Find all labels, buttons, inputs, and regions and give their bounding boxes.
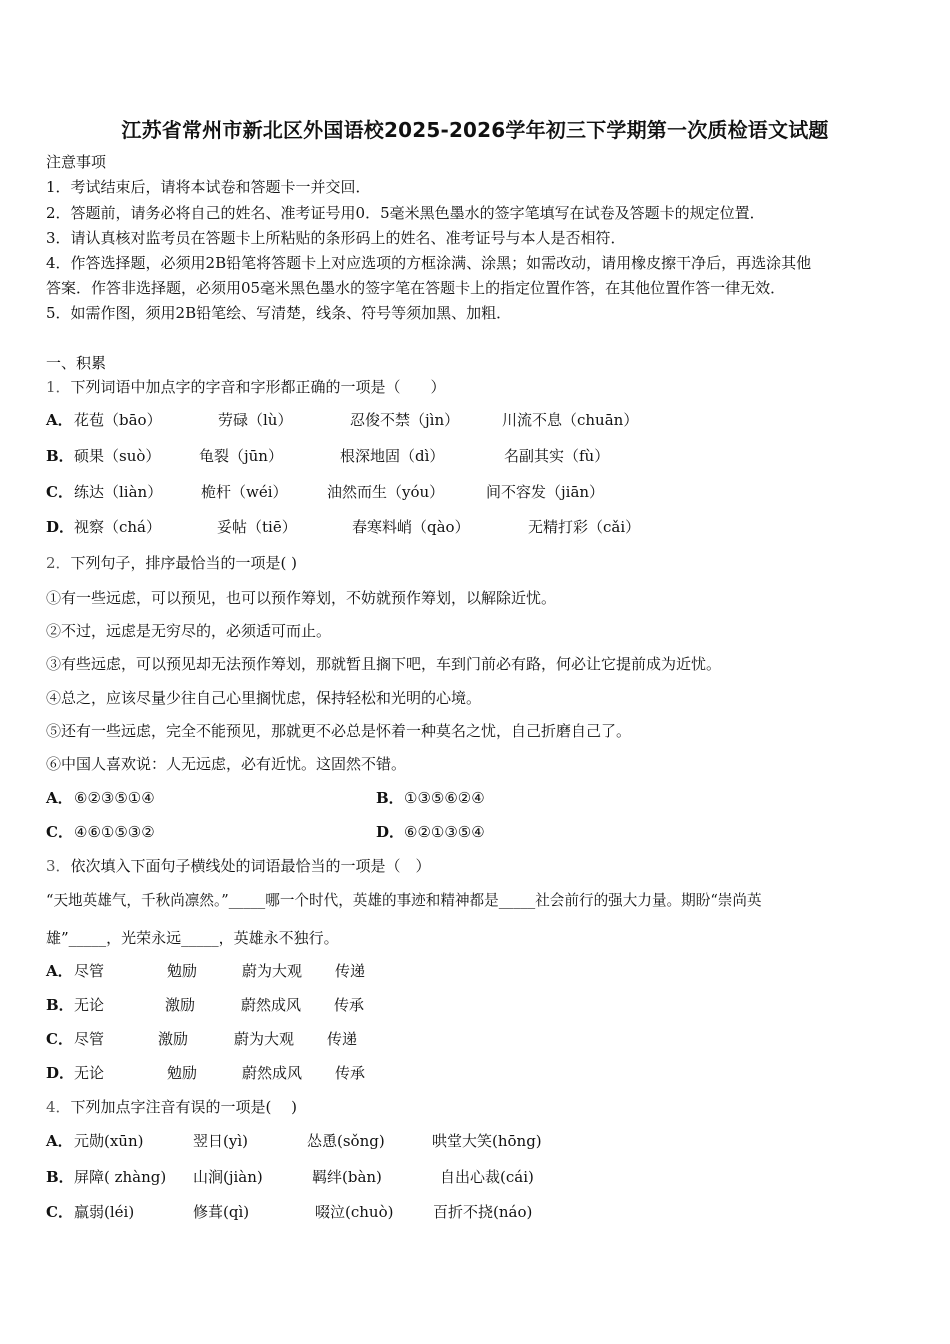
- sentence: ③有些远虑，可以预见却无法预作筹划，那就暂且搁下吧，车到门前必有路，何必让它提前成为近忧。: [46, 655, 722, 673]
- option-item: 激励: [165, 996, 196, 1014]
- option-item: 哄堂大笑(hōng): [432, 1132, 542, 1150]
- option-item: 百折不挠(náo): [433, 1203, 533, 1221]
- option-item: 羸弱(léi): [74, 1203, 135, 1221]
- option-item: 传递: [335, 962, 366, 980]
- option-item: 翌日(yì): [193, 1132, 248, 1150]
- option-item: 修葺(qì): [193, 1203, 250, 1221]
- question-4-stem: [46, 1097, 297, 1117]
- question-1-stem: [46, 377, 446, 397]
- option-item: 啜泣(chuò): [315, 1203, 394, 1221]
- option-label: C．: [46, 1203, 73, 1221]
- option-item: 元勋(xūn): [74, 1132, 144, 1150]
- passage-line: “天地英雄气，千秋尚凛然。”_____哪一个时代，英雄的事迹和精神都是_____社会前行的强大力量。期盼“崇尚英: [46, 892, 762, 909]
- page-title: 江苏省常州市新北区外国语校2025-2026学年初三下学期第一次质检语文试题: [121, 118, 829, 142]
- option-item: 练达（liàn）: [74, 483, 163, 501]
- question-number: 4．: [46, 1098, 71, 1116]
- option-label: C．: [46, 483, 73, 501]
- option-item: 传承: [334, 996, 365, 1014]
- option-item: 勉励: [167, 962, 198, 980]
- question-text: 依次填入下面句子横线处的词语最恰当的一项是（ ）: [70, 857, 431, 875]
- option-item: 无精打彩（cǎi）: [528, 518, 641, 536]
- option-item: 硕果（suò）: [74, 447, 161, 465]
- passage-line: 雄”_____，光荣永远_____，英雄永不独行。: [46, 929, 339, 947]
- option-label: C．: [46, 1030, 73, 1048]
- notice-item: 3．请认真核对监考员在答题卡上所粘贴的条形码上的姓名、准考证号与本人是否相符．: [46, 229, 626, 247]
- option-label: B．: [46, 1168, 74, 1186]
- option-item: 桅杆（wéi）: [201, 483, 288, 501]
- option-text: ⑥②①③⑤④: [404, 823, 485, 841]
- option-label: B．: [46, 447, 74, 465]
- option-item: 间不容发（jiān）: [486, 483, 605, 501]
- option-text: ④⑥①⑤③②: [74, 823, 155, 841]
- option-item: 蔚然成风: [241, 996, 302, 1014]
- option-item: 忍俊不禁（jìn）: [350, 411, 460, 429]
- option-item: 花苞（bāo）: [74, 411, 162, 429]
- notice-item: 2．答题前，请务必将自己的姓名、准考证号用0．5毫米黑色墨水的签字笔填写在试卷及答题卡的规定位置．: [46, 204, 765, 222]
- notice-item: 1．考试结束后，请将本试卷和答题卡一并交回．: [46, 178, 371, 196]
- option-label: D．: [46, 1064, 75, 1082]
- question-text: 下列加点字注音有误的一项是( ): [70, 1098, 298, 1116]
- option-label: A．: [46, 962, 73, 980]
- sentence: ④总之，应该尽量少往自己心里搁忧虑，保持轻松和光明的心境。: [46, 689, 482, 707]
- option-label: D．: [376, 823, 405, 841]
- option-item: 劳碌（lù）: [218, 411, 293, 429]
- notice-item: 4．作答选择题，必须用2B铅笔将答题卡上对应选项的方框涂满、涂黑；如需改动，请用橡皮擦干净后，再选涂其他: [46, 254, 812, 272]
- option-item: 无论: [74, 1064, 105, 1082]
- option-label: C．: [46, 823, 73, 841]
- sentence: ①有一些远虑，可以预见，也可以预作筹划，不妨就预作筹划，以解除近忧。: [46, 589, 557, 607]
- option-label: A．: [46, 411, 73, 429]
- notice-heading: 注意事项: [46, 153, 107, 171]
- option-item: 传承: [335, 1064, 366, 1082]
- question-text: 下列词语中加点字的字音和字形都正确的一项是（ ）: [70, 378, 446, 396]
- option-item: 羁绊(bàn): [312, 1168, 382, 1186]
- option-item: 自出心裁(cái): [440, 1168, 534, 1186]
- option-item: 龟裂（jūn）: [199, 447, 283, 465]
- section-heading: 一、积累: [46, 354, 107, 372]
- option-item: 传递: [327, 1030, 358, 1048]
- option-item: 无论: [74, 996, 105, 1014]
- option-text: ⑥②③⑤①④: [74, 789, 155, 807]
- option-item: 勉励: [167, 1064, 198, 1082]
- sentence: ②不过，远虑是无穷尽的，必须适可而止。: [46, 622, 332, 640]
- question-number: 2．: [46, 554, 71, 572]
- option-item: 视察（chá）: [74, 518, 162, 536]
- option-text: ①③⑤⑥②④: [404, 789, 485, 807]
- question-number: 3．: [46, 857, 71, 875]
- option-item: 蔚为大观: [242, 962, 303, 980]
- option-label: A．: [46, 1132, 73, 1150]
- option-item: 妥帖（tiē）: [217, 518, 297, 536]
- option-item: 油然而生（yóu）: [327, 483, 445, 501]
- question-2-stem: [46, 553, 297, 573]
- sentence: ⑤还有一些远虑，完全不能预见，那就更不必总是怀着一种莫名之忧，自己折磨自己了。: [46, 722, 632, 740]
- option-label: B．: [376, 789, 404, 807]
- option-label: D．: [46, 518, 75, 536]
- option-item: 尽管: [74, 1030, 105, 1048]
- option-item: 川流不息（chuān）: [502, 411, 639, 429]
- option-label: A．: [46, 789, 73, 807]
- option-item: 山涧(jiàn): [193, 1168, 263, 1186]
- option-item: 名副其实（fù）: [504, 447, 610, 465]
- question-3-stem: [46, 856, 431, 876]
- option-item: 蔚为大观: [234, 1030, 295, 1048]
- sentence: ⑥中国人喜欢说：人无远虑，必有近忧。这固然不错。: [46, 755, 407, 773]
- option-label: B．: [46, 996, 74, 1014]
- option-item: 春寒料峭（qào）: [352, 518, 470, 536]
- option-item: 怂恿(sǒng): [307, 1132, 385, 1150]
- question-number: 1．: [46, 378, 71, 396]
- notice-item: 答案．作答非选择题，必须用05毫米黑色墨水的签字笔在答题卡上的指定位置作答，在其他位置作答一律无效．: [46, 279, 786, 297]
- option-item: 根深地固（dì）: [340, 447, 445, 465]
- option-item: 蔚然成风: [242, 1064, 303, 1082]
- option-item: 尽管: [74, 962, 105, 980]
- question-text: 下列句子，排序最恰当的一项是( ): [70, 554, 298, 572]
- option-item: 屏障( zhàng): [74, 1168, 167, 1186]
- notice-item: 5．如需作图，须用2B铅笔绘、写清楚，线条、符号等须加黑、加粗．: [46, 304, 512, 322]
- option-item: 激励: [158, 1030, 189, 1048]
